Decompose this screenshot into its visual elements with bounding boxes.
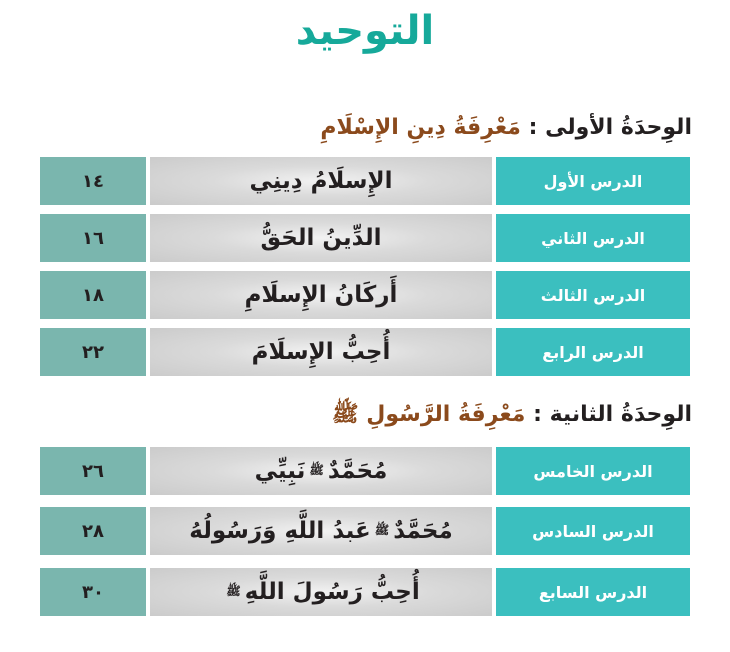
lesson-number: الدرس الأول [496,157,690,205]
lesson-number: الدرس السادس [496,507,690,555]
lesson-row-2[interactable] [40,214,690,262]
lesson-row-5[interactable] [40,447,690,495]
page-number: ١٤ [40,157,146,205]
unit-2-topic: مَعْرِفَةُ الرَّسُولِ [366,402,526,427]
honorific-glyph: ﷺ [332,402,359,427]
page-title: التوحيد [295,8,435,54]
lesson-row-1[interactable] [40,157,690,205]
lesson-number: الدرس السابع [496,568,690,616]
lesson-row-4[interactable] [40,328,690,376]
honorific-glyph: ﷺ [374,522,390,537]
honorific-glyph: ﷺ [226,583,241,598]
page-number: ٢٨ [40,507,146,555]
lesson-title-part: نَبِيِّي [254,458,306,484]
lesson-title-part: مُحَمَّدٌ [393,518,453,544]
lesson-title-part: مُحَمَّدٌ [327,458,388,484]
honorific-glyph: ﷺ [309,462,324,477]
unit-1-topic: مَعْرِفَةُ دِينِ الإِسْلَامِ [320,115,521,140]
lesson-title: أَركَانُ الإِسلَامِ [150,271,492,319]
lesson-number: الدرس الخامس [496,447,690,495]
unit-1-label: الوِحدَةُ الأولى : [528,115,692,140]
page-number: ٣٠ [40,568,146,616]
lesson-number: الدرس الرابع [496,328,690,376]
unit-2-heading [332,400,692,432]
lesson-row-6[interactable] [40,507,690,555]
unit-2-label: الوِحدَةُ الثانية : [533,402,692,427]
lesson-title [150,507,492,555]
lesson-title-part: عَبدُ اللَّهِ وَرَسُولُهُ [189,518,371,544]
page-number: ١٦ [40,214,146,262]
lesson-title: أُحِبُّ الإِسلَامَ [150,328,492,376]
unit-1-heading [320,115,692,140]
lesson-title [150,447,492,495]
lesson-number: الدرس الثاني [496,214,690,262]
lesson-title [150,568,492,616]
lesson-title: الإِسلَامُ دِينِي [150,157,492,205]
lesson-title: الدِّينُ الحَقُّ [150,214,492,262]
lesson-title-part: أُحِبُّ رَسُولَ اللَّهِ [244,579,420,605]
lesson-number: الدرس الثالث [496,271,690,319]
lesson-row-3[interactable] [40,271,690,319]
page-number: ١٨ [40,271,146,319]
lesson-row-7[interactable] [40,568,690,616]
page-number: ٢٦ [40,447,146,495]
page-number: ٢٢ [40,328,146,376]
